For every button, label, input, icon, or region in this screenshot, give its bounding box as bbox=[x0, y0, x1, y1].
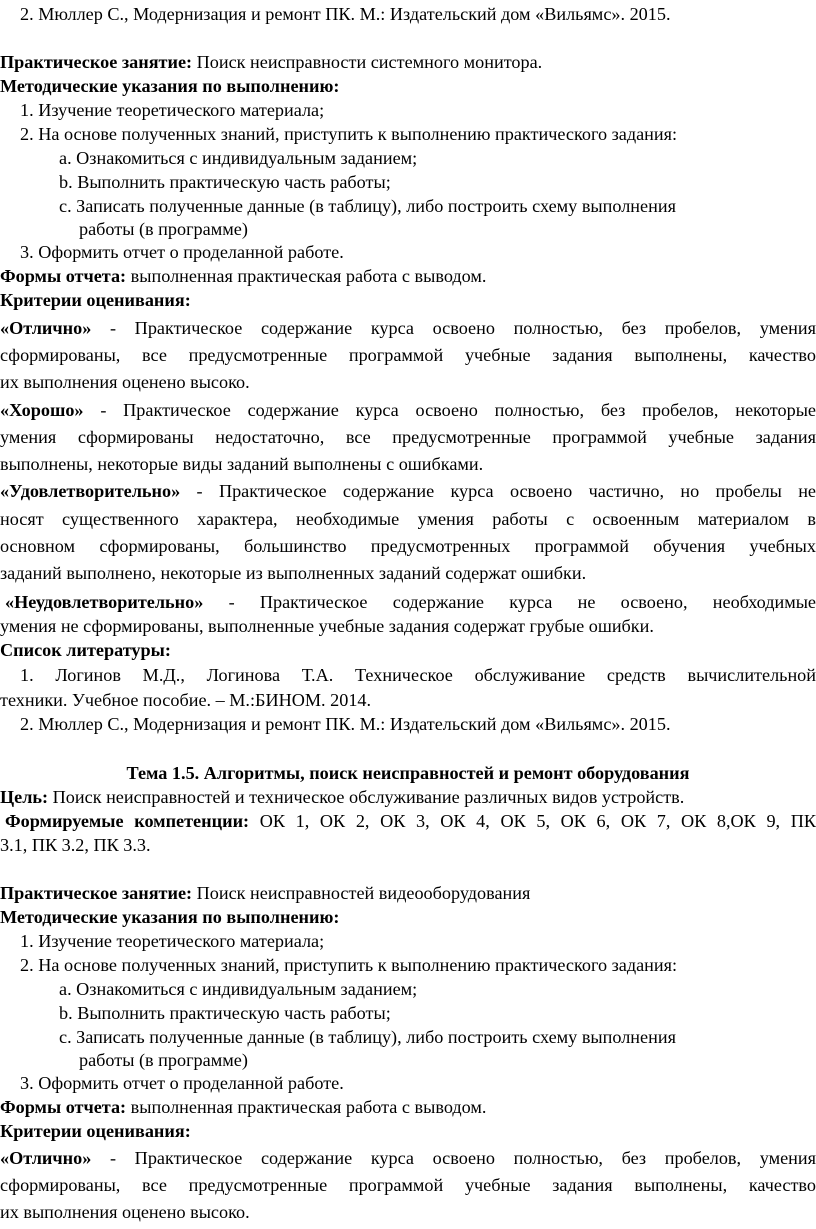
step-2: 2. На основе полученных знаний, приступить к выполнению практического задания: bbox=[20, 124, 678, 144]
goal-text: Поиск неисправностей и техническое обслуживание различных видов устройств. bbox=[48, 787, 685, 807]
unsatisfactory-text: - Практическое содержание курса не освоено, необходимые bbox=[203, 592, 816, 612]
forms-line-1 bbox=[0, 264, 486, 288]
literature-item: 2. Мюллер С., Модернизация и ремонт ПК. М.: Издательский дом «Вильямс». 2015. bbox=[20, 714, 671, 734]
practice-label: Практическое занятие: bbox=[0, 883, 193, 903]
satisfactory-line: носят существенного характера, необходимые умения работы с освоенным материалом в bbox=[0, 509, 816, 529]
excellent-line: их выполнения оценено высоко. bbox=[0, 1202, 250, 1222]
competencies-text: ОК 1, ОК 2, ОК 3, ОК 4, ОК 5, ОК 6, ОК 7, ОК 8,ОК 9, ПК bbox=[249, 811, 816, 831]
step-1: 1. Изучение теоретического материала; bbox=[20, 931, 325, 951]
method-heading-2: Методические указания по выполнению: bbox=[0, 907, 340, 927]
step-2: 2. На основе полученных знаний, приступить к выполнению практического задания: bbox=[20, 955, 678, 975]
step-3: 3. Оформить отчет о проделанной работе. bbox=[20, 242, 344, 262]
good-line: умения сформированы недостаточно, все предусмотренные программой учебные задания bbox=[0, 427, 816, 447]
competencies-line-cont: 3.1, ПК 3.2, ПК 3.3. bbox=[0, 835, 151, 855]
excellent-label: «Отлично» bbox=[0, 318, 92, 338]
step-3: 3. Оформить отчет о проделанной работе. bbox=[20, 1073, 344, 1093]
literature-heading: Список литературы: bbox=[0, 640, 171, 660]
practice-line-2 bbox=[0, 881, 530, 905]
practice-line-1 bbox=[0, 50, 542, 74]
step-1: 1. Изучение теоретического материала; bbox=[20, 100, 325, 120]
competencies-label: Формируемые компетенции: bbox=[5, 811, 250, 831]
excellent-label: «Отлично» bbox=[0, 1148, 92, 1168]
practice-label: Практическое занятие: bbox=[0, 52, 193, 72]
unsatisfactory-label: «Неудовлетворительно» bbox=[5, 592, 204, 612]
unsatisfactory-line bbox=[5, 590, 816, 614]
method-heading-1: Методические указания по выполнению: bbox=[0, 76, 340, 96]
practice-text: Поиск неисправности системного монитора. bbox=[192, 52, 543, 72]
good-text: - Практическое содержание курса освоено полностью, без пробелов, некоторые bbox=[83, 400, 816, 420]
topic-title: Тема 1.5. Алгоритмы, поиск неисправностей и ремонт оборудования bbox=[126, 763, 690, 783]
forms-line-2 bbox=[0, 1095, 486, 1119]
substep-b: b. Выполнить практическую часть работы; bbox=[59, 1003, 391, 1023]
goal-label: Цель: bbox=[0, 787, 49, 807]
good-line bbox=[0, 398, 816, 422]
satisfactory-label: «Удовлетворительно» bbox=[0, 481, 181, 501]
forms-text: выполненная практическая работа с выводом. bbox=[126, 266, 487, 286]
good-label: «Хорошо» bbox=[0, 400, 84, 420]
literature-item-cont: техники. Учебное пособие. – М.:БИНОМ. 2014. bbox=[0, 690, 372, 710]
excellent-line: сформированы, все предусмотренные программой учебные задания выполнены, качество bbox=[0, 345, 816, 365]
forms-label: Формы отчета: bbox=[0, 1097, 127, 1117]
literature-item: 1. Логинов М.Д., Логинова Т.А. Техническое обслуживание средств вычислительной bbox=[20, 665, 816, 685]
good-line: выполнены, некоторые виды заданий выполнены с ошибками. bbox=[0, 454, 484, 474]
unsatisfactory-line: умения не сформированы, выполненные учебные задания содержат грубые ошибки. bbox=[0, 616, 654, 636]
criteria-heading-2: Критерии оценивания: bbox=[0, 1121, 191, 1141]
satisfactory-text: - Практическое содержание курса освоено частично, но пробелы не bbox=[180, 481, 816, 501]
substep-a: a. Ознакомиться с индивидуальным заданием; bbox=[59, 979, 418, 999]
forms-text: выполненная практическая работа с выводом. bbox=[126, 1097, 487, 1117]
forms-label: Формы отчета: bbox=[0, 266, 127, 286]
substep-c: c. Записать полученные данные (в таблицу), либо построить схему выполнения bbox=[59, 196, 676, 216]
competencies-line bbox=[5, 809, 816, 833]
satisfactory-line: заданий выполнено, некоторые из выполненных заданий содержат ошибки. bbox=[0, 563, 587, 583]
top-reference: 2. Мюллер С., Модернизация и ремонт ПК. М.: Издательский дом «Вильямс». 2015. bbox=[20, 4, 671, 24]
substep-b: b. Выполнить практическую часть работы; bbox=[59, 172, 391, 192]
substep-a: a. Ознакомиться с индивидуальным заданием; bbox=[59, 148, 418, 168]
satisfactory-line bbox=[0, 479, 816, 503]
excellent-text: - Практическое содержание курса освоено полностью, без пробелов, умения bbox=[91, 318, 816, 338]
goal-line bbox=[0, 785, 684, 809]
excellent-line bbox=[0, 316, 816, 340]
excellent-line: их выполнения оценено высоко. bbox=[0, 372, 250, 392]
excellent-line bbox=[0, 1146, 816, 1170]
practice-text: Поиск неисправностей видеооборудования bbox=[192, 883, 531, 903]
substep-c-cont: работы (в программе) bbox=[79, 1050, 248, 1070]
criteria-heading-1: Критерии оценивания: bbox=[0, 290, 191, 310]
substep-c-cont: работы (в программе) bbox=[79, 219, 248, 239]
satisfactory-line: основном сформированы, большинство предусмотренных программой обучения учебных bbox=[0, 536, 816, 556]
excellent-line: сформированы, все предусмотренные программой учебные задания выполнены, качество bbox=[0, 1175, 816, 1195]
excellent-text: - Практическое содержание курса освоено полностью, без пробелов, умения bbox=[91, 1148, 816, 1168]
substep-c: c. Записать полученные данные (в таблицу), либо построить схему выполнения bbox=[59, 1027, 676, 1047]
